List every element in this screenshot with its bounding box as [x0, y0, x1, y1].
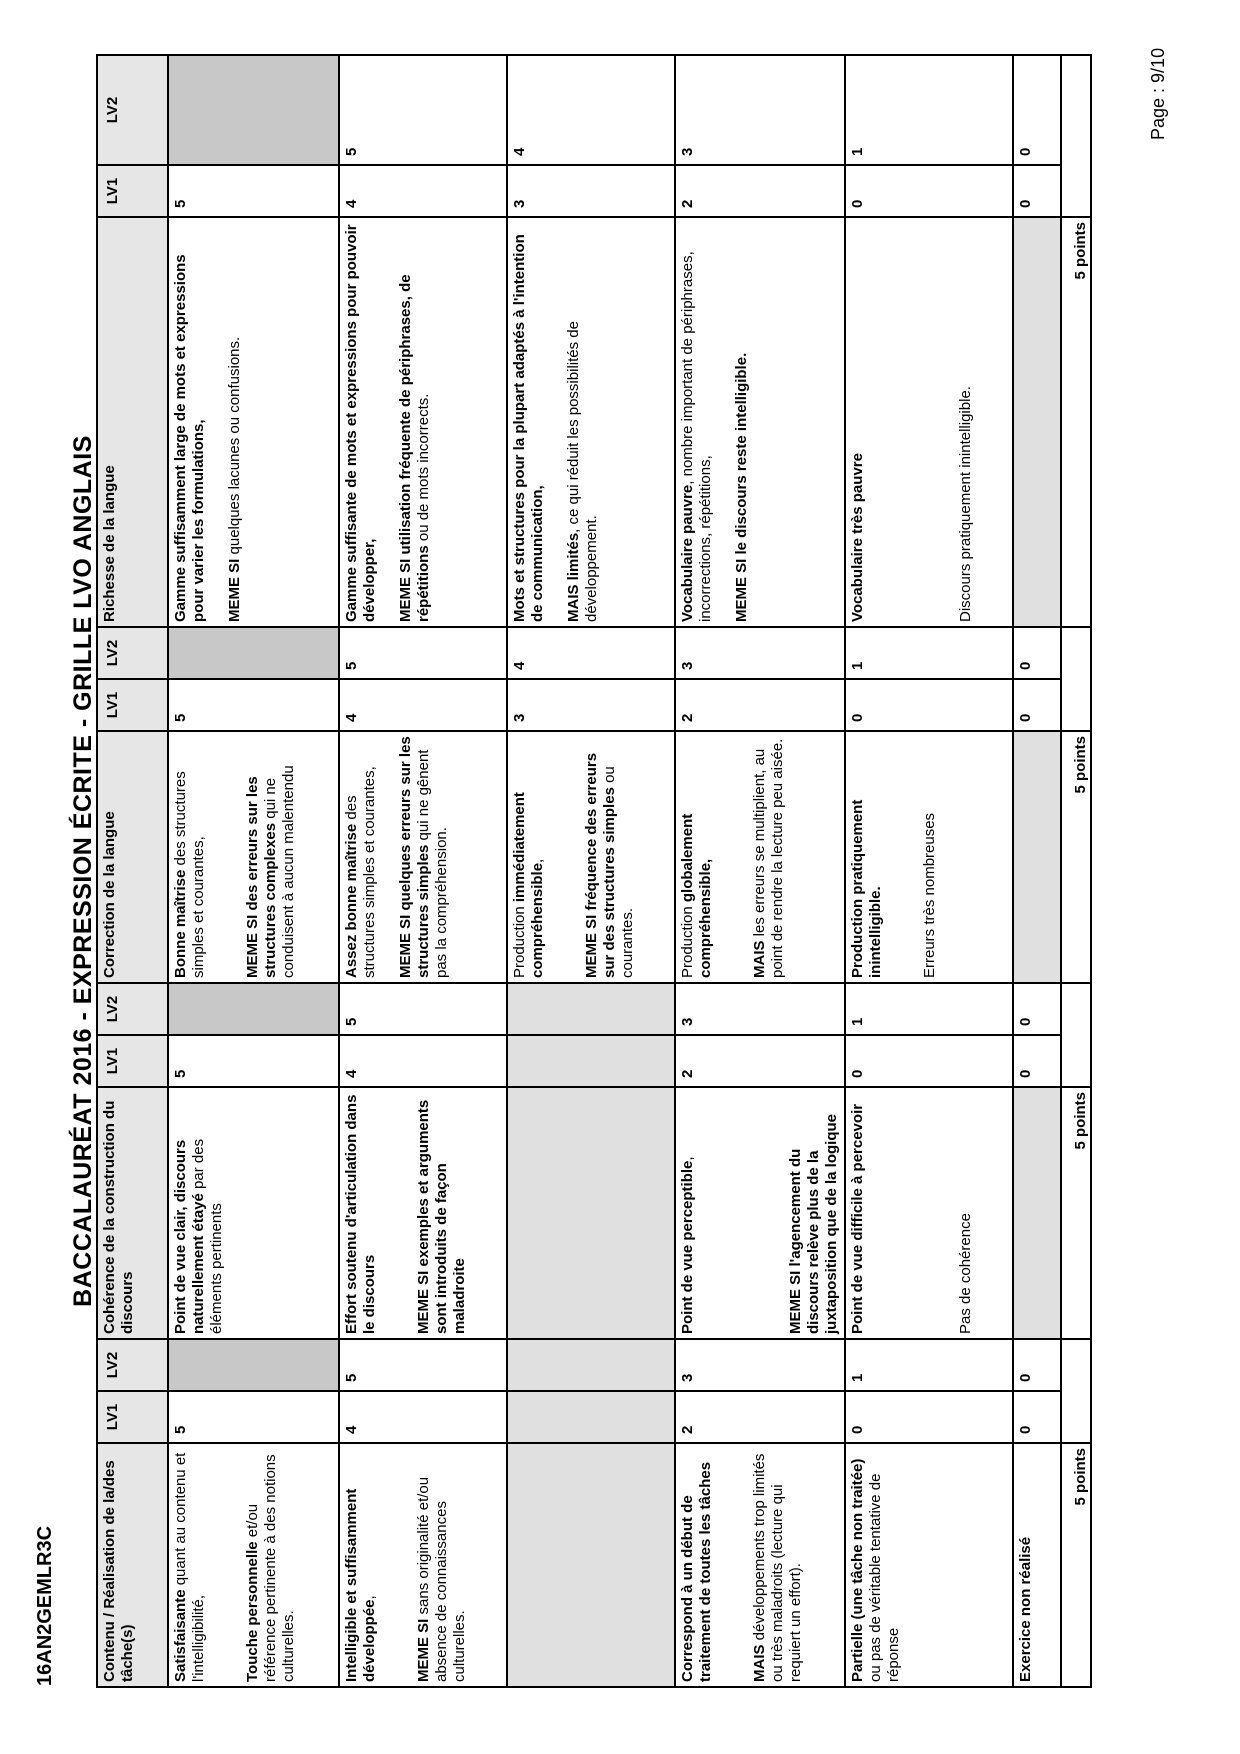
score-lv2: 0 — [1013, 627, 1061, 679]
grading-table — [66, 54, 1092, 1688]
criterion-cell: Gamme suffisante de mots et expressions pour pouvoir développer, MEME SI utilisation fréquente de périphrases, de répétitions ou de mots incorrects. — [339, 217, 507, 627]
score-lv1: 0 — [1013, 165, 1061, 217]
criterion-cell: Vocabulaire pauvre, nombre important de périphrases, incorrections, répétitions, MEME SI le discours reste intelligible. — [675, 217, 845, 627]
criterion-cell: Partielle (une tâche non traitée) ou pas de véritable tentative de réponse — [845, 1443, 1013, 1687]
table-row — [507, 55, 675, 1687]
empty-cell — [507, 1087, 675, 1339]
empty-cell — [507, 1339, 675, 1391]
criterion-cell: Satisfaisante quant au contenu et l'intelligibilité, Touche personnelle et/ou référence pertinente à des notions culturelles. — [168, 1443, 339, 1687]
score-lv1: 4 — [339, 1035, 507, 1087]
header-lv1: LV1 — [97, 679, 168, 731]
header-lv2: LV2 — [97, 627, 168, 679]
empty-cell — [1013, 1087, 1061, 1339]
criterion-cell: Gamme suffisamment large de mots et expressions pour varier les formulations, MEME SI quelques lacunes ou confusions. — [168, 217, 339, 627]
score-lv1: 3 — [507, 679, 675, 731]
score-lv1: 0 — [1013, 1391, 1061, 1443]
score-lv1: 2 — [675, 1035, 845, 1087]
header-lv1: LV1 — [97, 165, 168, 217]
score-lv1: 2 — [675, 679, 845, 731]
header-lv1: LV1 — [97, 1391, 168, 1443]
empty-cell — [1013, 731, 1061, 983]
header-lv2: LV2 — [97, 983, 168, 1035]
score-lv1: 0 — [1013, 679, 1061, 731]
score-lv2 — [168, 983, 339, 1035]
score-lv1: 0 — [1013, 1035, 1061, 1087]
table-row — [168, 55, 339, 1687]
score-lv2: 5 — [339, 627, 507, 679]
criterion-cell: Point de vue clair, discours naturellement étayé par des éléments pertinents — [168, 1087, 339, 1339]
score-lv1: 0 — [845, 165, 1013, 217]
criterion-cell: Production immédiatement compréhensible, MEME SI fréquence des erreurs sur des structures simples ou courantes. — [507, 731, 675, 983]
header-lv2: LV2 — [97, 55, 168, 165]
criterion-cell: Assez bonne maîtrise des structures simples et courantes, MEME SI quelques erreurs sur les structures simples qui ne gênent pas la compréhension. — [339, 731, 507, 983]
score-lv2: 5 — [339, 983, 507, 1035]
header-lv2: LV2 — [97, 1339, 168, 1391]
empty-cell — [507, 1035, 675, 1087]
header-coherence: Cohérence de la construction du discours — [97, 1087, 168, 1339]
criterion-cell: Effort soutenu d'articulation dans le discours MEME SI exemples et arguments sont introduits de façon maladroite — [339, 1087, 507, 1339]
score-lv2 — [168, 627, 339, 679]
score-lv2: 3 — [675, 627, 845, 679]
score-lv2: 3 — [675, 983, 845, 1035]
criterion-cell: Mots et structures pour la plupart adaptés à l'intention de communication, MAIS limités, ce qui réduit les possibilités de développement. — [507, 217, 675, 627]
score-lv1: 3 — [507, 165, 675, 217]
header-contenu: Contenu / Réalisation de la/des tâche(s) — [97, 1443, 168, 1687]
header-correction: Correction de la langue — [97, 731, 168, 983]
criterion-cell: Vocabulaire très pauvre Discours pratiquement inintelligible. — [845, 217, 1013, 627]
score-lv1: 0 — [845, 1391, 1013, 1443]
empty-cell — [1013, 217, 1061, 627]
score-lv2: 5 — [339, 55, 507, 165]
points-total: 5 points — [1061, 1087, 1091, 1339]
score-lv1: 5 — [168, 679, 339, 731]
score-lv1: 5 — [168, 165, 339, 217]
score-lv2: 4 — [507, 55, 675, 165]
score-lv2: 4 — [507, 627, 675, 679]
score-lv2: 1 — [845, 55, 1013, 165]
document-code: 16AN2GEMLR3C — [34, 1525, 56, 1686]
points-total: 5 points — [1061, 217, 1091, 627]
table-row — [675, 55, 845, 1687]
points-total: 5 points — [1061, 731, 1091, 983]
score-lv1: 0 — [845, 1035, 1013, 1087]
criterion-cell: Bonne maîtrise des structures simples et courantes, MEME SI des erreurs sur les structures complexes qui ne conduisent à aucun malentendu — [168, 731, 339, 983]
header-lv1: LV1 — [97, 1035, 168, 1087]
criterion-cell: Point de vue difficile à percevoir Pas de cohérence — [845, 1087, 1013, 1339]
evaluation-grid-rotated — [66, 58, 1089, 1688]
score-lv1: 4 — [339, 1391, 507, 1443]
table-row — [845, 55, 1013, 1687]
empty-cell — [1061, 983, 1091, 1087]
table-row — [339, 55, 507, 1687]
not-done-label: Exercice non réalisé — [1013, 1443, 1061, 1687]
criterion-cell: Production globalement compréhensible, MAIS les erreurs se multiplient, au point de rendre la lecture peu aisée. — [675, 731, 845, 983]
score-lv2: 1 — [845, 627, 1013, 679]
score-lv1: 2 — [675, 165, 845, 217]
table-row-points — [1061, 55, 1091, 1687]
header-richesse: Richesse de la langue — [97, 217, 168, 627]
score-lv2: 0 — [1013, 983, 1061, 1035]
score-lv1: 4 — [339, 679, 507, 731]
score-lv1: 5 — [168, 1035, 339, 1087]
criterion-cell: Intelligible et suffisamment développée, MEME SI sans originalité et/ou absence de connaissances culturelles. — [339, 1443, 507, 1687]
criterion-cell: Production pratiquement inintelligible. Erreurs très nombreuses — [845, 731, 1013, 983]
empty-cell — [507, 1443, 675, 1687]
score-lv2 — [168, 55, 339, 165]
score-lv2: 3 — [675, 55, 845, 165]
table-row-not-done — [1013, 55, 1061, 1687]
criterion-cell: Correspond à un début de traitement de toutes les tâches MAIS développements trop limités ou très maladroits (lecture qui requiert un effort). — [675, 1443, 845, 1687]
empty-cell — [1061, 1339, 1091, 1443]
score-lv2: 1 — [845, 1339, 1013, 1391]
score-lv2 — [168, 1339, 339, 1391]
score-lv1: 0 — [845, 679, 1013, 731]
empty-cell — [1061, 55, 1091, 217]
grid-title: BACCALAURÉAT 2016 - EXPRESSION ÉCRITE - GRILLE LVO ANGLAIS — [66, 55, 97, 1687]
empty-cell — [1061, 627, 1091, 731]
score-lv2: 5 — [339, 1339, 507, 1391]
score-lv2: 1 — [845, 983, 1013, 1035]
score-lv1: 5 — [168, 1391, 339, 1443]
empty-cell — [507, 983, 675, 1035]
score-lv1: 2 — [675, 1391, 845, 1443]
score-lv2: 0 — [1013, 1339, 1061, 1391]
score-lv1: 4 — [339, 165, 507, 217]
criterion-cell: Point de vue perceptible, MEME SI l'agencement du discours relève plus de la juxtaposition que de la logique — [675, 1087, 845, 1339]
points-total: 5 points — [1061, 1443, 1091, 1687]
page-number: Page : 9/10 — [1148, 47, 1168, 140]
empty-cell — [507, 1391, 675, 1443]
score-lv2: 0 — [1013, 55, 1061, 165]
score-lv2: 3 — [675, 1339, 845, 1391]
